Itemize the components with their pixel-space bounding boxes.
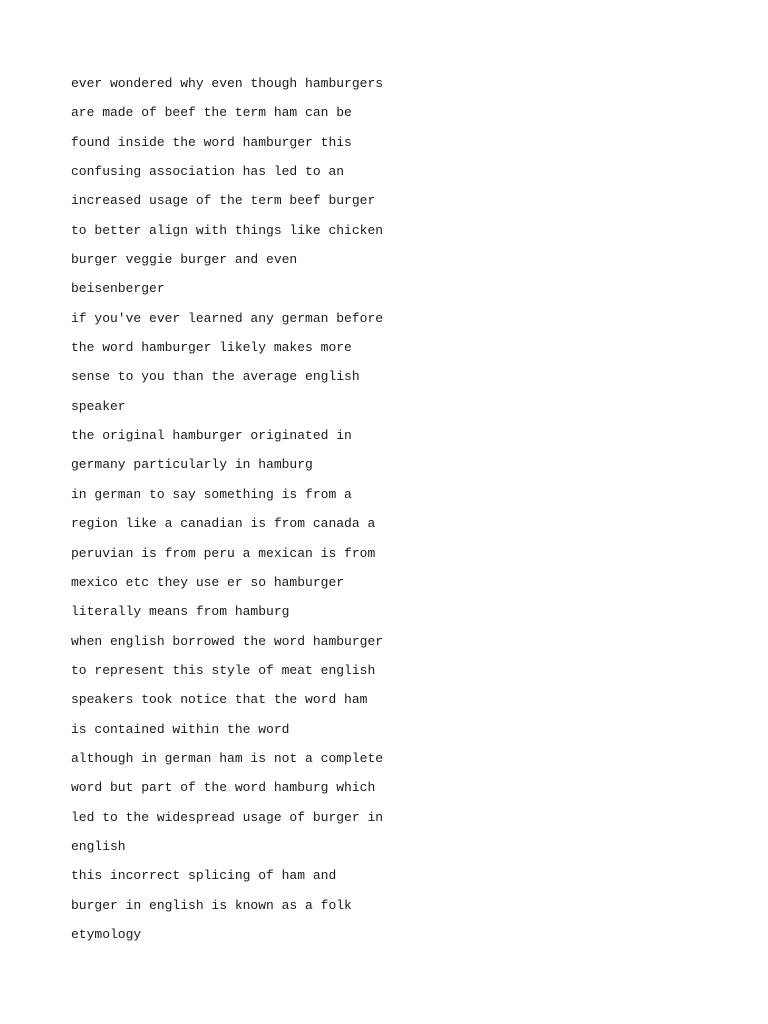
text-line: peruvian is from peru a mexican is from bbox=[71, 545, 376, 561]
text-line: english bbox=[71, 838, 126, 854]
text-line: etymology bbox=[71, 926, 142, 942]
text-line: confusing association has led to an bbox=[71, 164, 345, 180]
transcript-text bbox=[71, 69, 711, 949]
text-line: ever wondered why even though hamburgers bbox=[71, 76, 384, 91]
text-line: literally means from hamburg bbox=[71, 604, 290, 620]
text-line: when english borrowed the word hamburger bbox=[71, 633, 384, 649]
text-line: region like a canadian is from canada a bbox=[71, 516, 376, 532]
text-line: to represent this style of meat english bbox=[71, 662, 376, 678]
text-line: germany particularly in hamburg bbox=[71, 457, 313, 473]
text-line: the word hamburger likely makes more bbox=[71, 340, 352, 356]
text-line: burger veggie burger and even bbox=[71, 252, 298, 268]
text-line: led to the widespread usage of burger in bbox=[71, 809, 384, 825]
text-line: is contained within the word bbox=[71, 721, 290, 737]
text-line: burger in english is known as a folk bbox=[71, 897, 352, 913]
text-line: this incorrect splicing of ham and bbox=[71, 868, 337, 884]
text-line: speakers took notice that the word ham bbox=[71, 692, 368, 708]
text-line: speaker bbox=[71, 398, 126, 414]
text-line: increased usage of the term beef burger bbox=[71, 193, 376, 209]
text-line: sense to you than the average english bbox=[71, 369, 360, 385]
text-line: beisenberger bbox=[71, 281, 165, 297]
text-line: the original hamburger originated in bbox=[71, 428, 352, 444]
text-line: mexico etc they use er so hamburger bbox=[71, 574, 345, 590]
text-line: if you've ever learned any german before bbox=[71, 310, 384, 326]
text-line: in german to say something is from a bbox=[71, 486, 352, 502]
text-line: to better align with things like chicken bbox=[71, 222, 384, 238]
text-line: are made of beef the term ham can be bbox=[71, 105, 352, 121]
text-line: although in german ham is not a complete bbox=[71, 750, 384, 766]
text-line: word but part of the word hamburg which bbox=[71, 780, 376, 796]
text-line: found inside the word hamburger this bbox=[71, 134, 352, 150]
